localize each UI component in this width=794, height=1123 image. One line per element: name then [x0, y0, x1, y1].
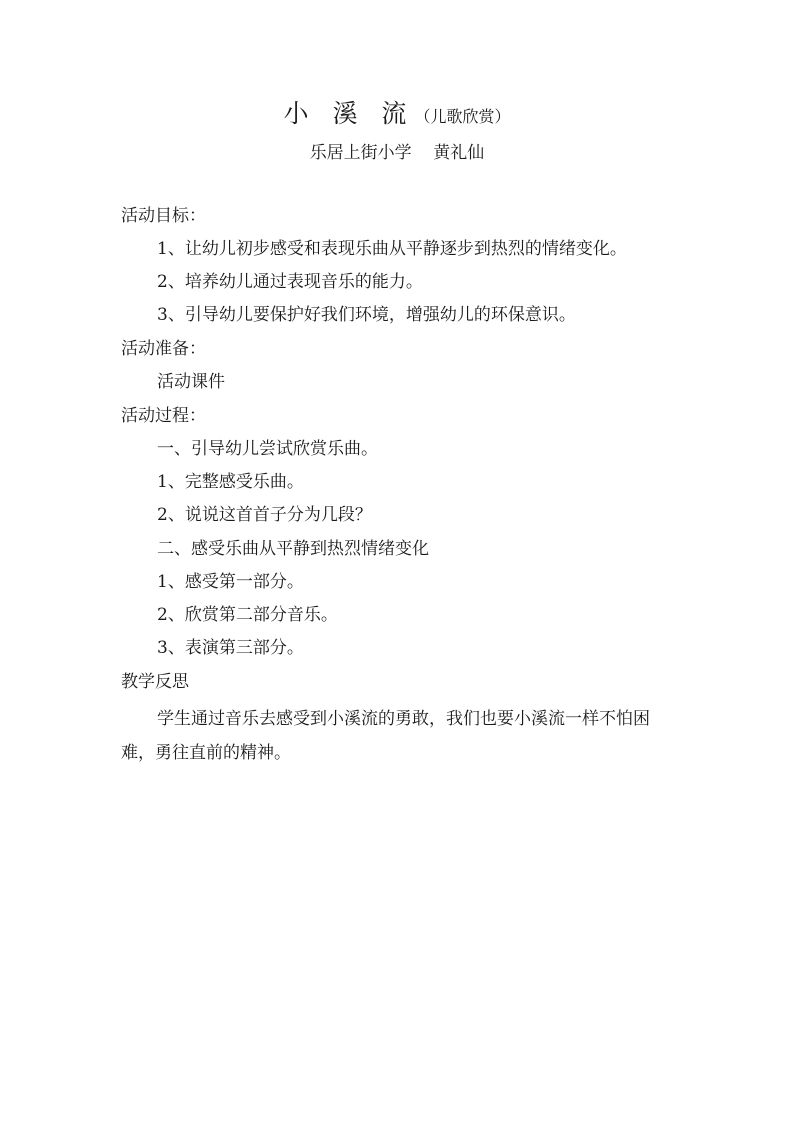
step1-heading: 一、引导幼儿尝试欣赏乐曲。 — [157, 439, 378, 459]
step1-item: 1、完整感受乐曲。 — [157, 472, 304, 492]
document-title — [0, 96, 794, 135]
step2-item: 1、感受第一部分。 — [157, 572, 304, 592]
goal-item: 3、引导幼儿要保护好我们环境，增强幼儿的环保意识。 — [157, 305, 576, 325]
goals-heading: 活动目标： — [121, 206, 206, 226]
step2-heading: 二、感受乐曲从平静到热烈情绪变化 — [157, 539, 429, 559]
prep-item: 活动课件 — [157, 372, 225, 392]
step1-item: 2、说说这首首子分为几段？ — [157, 505, 372, 525]
process-heading: 活动过程： — [121, 406, 206, 426]
title-subtitle: （儿歌欣赏） — [414, 107, 511, 126]
goal-item: 1、让幼儿初步感受和表现乐曲从平静逐步到热烈的情绪变化。 — [157, 239, 627, 259]
step2-item: 2、欣赏第二部分音乐。 — [157, 605, 338, 625]
goal-item: 2、培养幼儿通过表现音乐的能力。 — [157, 272, 423, 292]
title-main: 小 溪 流 — [283, 99, 415, 128]
prep-heading: 活动准备： — [121, 339, 206, 359]
author-byline: 乐居上街小学 黄礼仙 — [309, 143, 485, 163]
step2-item: 3、表演第三部分。 — [157, 638, 304, 658]
reflection-paragraph: 学生通过音乐去感受到小溪流的勇敢，我们也要小溪流一样不怕困难，勇往直前的精神。 — [121, 709, 650, 763]
reflection-heading: 教学反思 — [121, 672, 189, 692]
